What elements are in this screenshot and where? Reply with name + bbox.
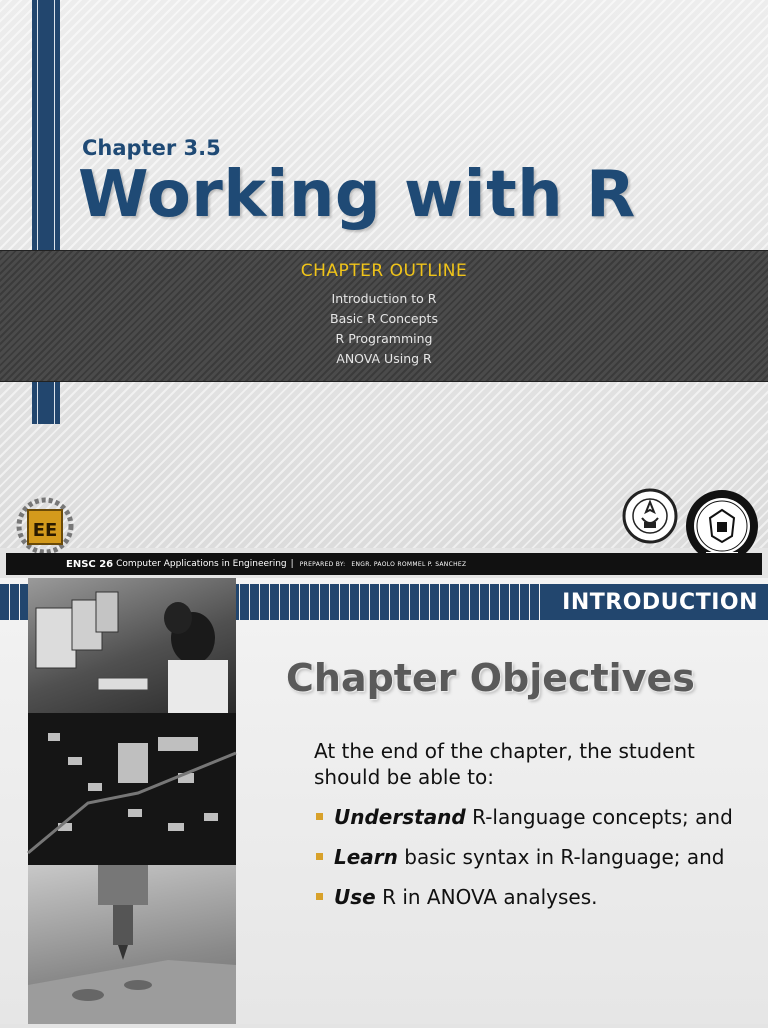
objective-item [316,804,746,830]
outline-item: R Programming [335,331,433,346]
objective-text: R-language concepts; and [465,805,733,829]
intro-paragraph: At the end of the chapter, the student should be able to: [314,739,695,789]
engineering-seal-logo [622,488,678,544]
chapter-number: Chapter 3.5 [82,136,221,160]
circuit-board-image [28,713,236,865]
objective-text: basic syntax in R-language; and [397,845,725,869]
footer-bar [6,553,762,575]
course-name: Computer Applications in Engineering [116,559,287,569]
outline-item: Introduction to R [331,291,437,306]
outline-item: ANOVA Using R [336,351,432,366]
students-computer-lab-image [28,578,236,713]
chapter-title: Working with R [78,158,636,232]
objective-text: R in ANOVA analyses. [375,885,598,909]
objective-verb: Learn [334,845,398,869]
outline-heading: CHAPTER OUTLINE [300,261,468,281]
photo-collage [28,578,236,1024]
prepared-label: PREPARED BY: [299,560,346,568]
section-tab: INTRODUCTION [548,584,768,620]
slide-title: Chapter Objectives [286,656,695,700]
machining-tool-image [28,865,236,1024]
chapter-outline-band [0,250,768,382]
outline-item: Basic R Concepts [330,311,438,326]
course-code: ENSC 26 [66,558,114,570]
objectives-slide [0,578,768,1024]
objective-item [316,844,746,870]
author-name: ENGR. PAOLO ROMMEL P. SANCHEZ [351,560,467,568]
objectives-list [316,804,746,924]
objective-verb: Use [334,885,376,909]
objective-item [316,884,746,910]
svg-text:EE: EE [32,520,58,541]
outline-list [0,289,768,369]
footer-separator: | [290,559,294,569]
objective-verb: Understand [334,805,466,829]
ee-dept-logo [10,496,80,558]
